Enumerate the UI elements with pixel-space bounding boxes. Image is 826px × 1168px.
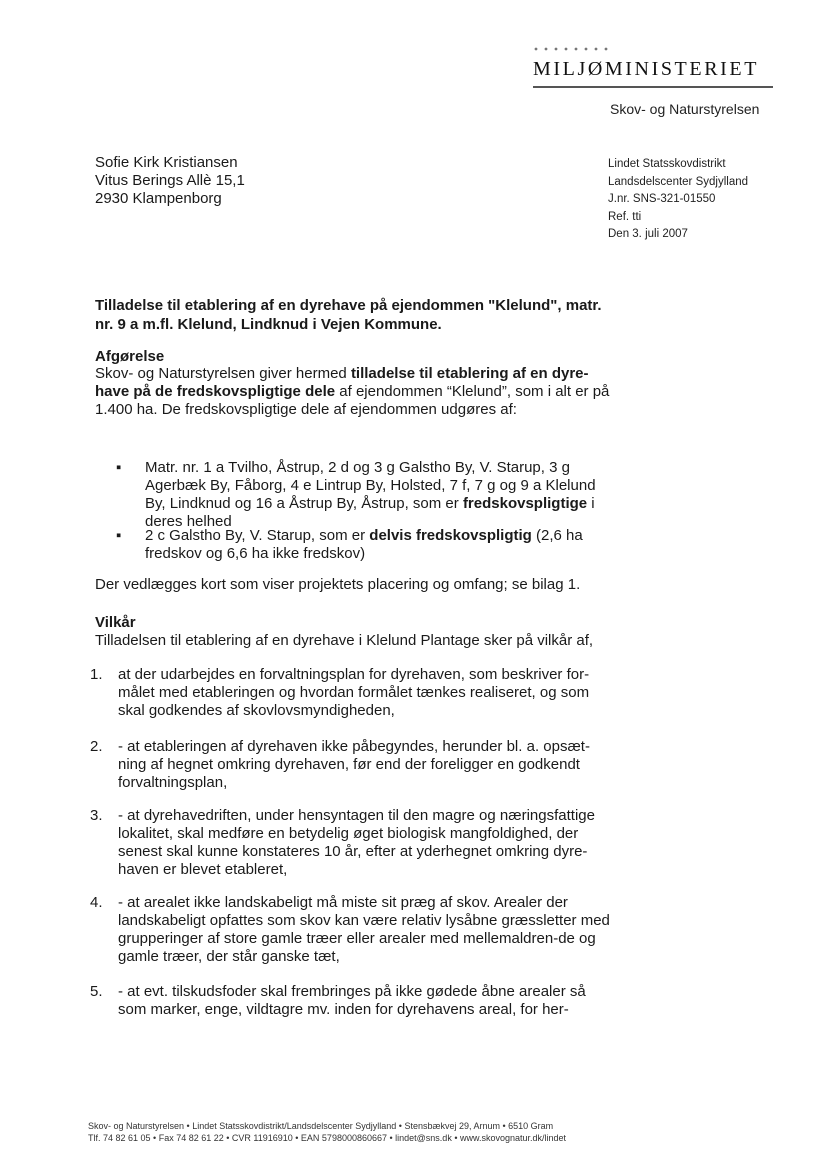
bullet-text: 2 c Galstho By, V. Starup, som er <box>145 527 370 544</box>
logo-dot-row <box>533 44 673 54</box>
condition-text: - at evt. tilskudsfoder skal frembringes på ikke gødede åbne arealer så som marker, enge, vildtagre mv. inden for dyrehavens areal, for her- <box>118 983 586 1018</box>
ministry-logo: MILJØMINISTERIET <box>533 58 760 80</box>
condition-text: at der udarbejdes en forvaltningsplan for dyrehaven, som beskriver for-målet med etableringen og hvordan formålet tænkes realiseret, og som skal godkendes af skovlovsmyndigheden, <box>118 666 590 719</box>
condition-number: 4. <box>90 894 103 911</box>
recipient-street: Vitus Berings Allè 15,1 <box>95 172 245 189</box>
condition-number: 1. <box>90 666 103 683</box>
recipient-name: Sofie Kirk Kristiansen <box>95 154 238 171</box>
bullet-bold: delvis fredskovspligtig <box>369 527 532 544</box>
conditions-intro: Tilladelsen til etablering af en dyrehave i Klelund Plantage sker på vilkår af, <box>95 632 594 649</box>
bullet-item <box>145 459 615 531</box>
section-heading-conditions: Vilkår <box>95 614 136 631</box>
decision-bold: tilladelse til etablering af en dyre-have på de fredskovspligtige dele <box>95 365 589 400</box>
condition-text: - at arealet ikke landskabeligt må miste sit præg af skov. Arealer der landskabeligt opfattes som skov kan være relativ lysåbne græssletter med grupperinger af store gamle træer eller arealer med mellemaldren-de og gamle træer, der står ganske tæt, <box>118 894 610 965</box>
sender-center: Landsdelscenter Sydjylland <box>608 175 749 188</box>
decision-paragraph <box>95 365 615 419</box>
condition-number: 5. <box>90 983 103 1000</box>
reference-block <box>608 156 748 244</box>
letter-title: Tilladelse til etablering af en dyrehave på ejendommen "Klelund", matr. nr. 9 a m.fl. Klelund, Lindknud i Vejen Kommune. <box>95 297 602 333</box>
recipient-city: 2930 Klampenborg <box>95 190 222 207</box>
bullet-bold: fredskovspligtige <box>462 495 588 512</box>
logo-rule <box>533 86 773 88</box>
bullet-marker: ▪ <box>116 527 122 544</box>
condition-number: 3. <box>90 807 103 824</box>
bullet-marker: ▪ <box>116 459 122 476</box>
bullet-item <box>145 527 615 563</box>
decision-text-cont: af ejendommen “Klelund”, som i alt er på 1.400 ha. De fredskovspligtige dele af ejendommen udgøres af: <box>95 383 610 418</box>
footer-address: Skov- og Naturstyrelsen • Lindet Statsskovdistrikt/Landsdelscenter Sydjylland • Stensbækvej 29, Arnum • 6510 Gram <box>88 1121 554 1131</box>
footer-contact: Tlf. 74 82 61 05 • Fax 74 82 61 22 • CVR 11916910 • EAN 5798000860667 • lindet@sns.dk • www.skovognatur.dk/lindet <box>88 1133 567 1143</box>
decision-text: Skov- og Naturstyrelsen giver hermed <box>95 365 351 382</box>
bullet-tail: i deres helhed <box>145 495 595 530</box>
condition-number: 2. <box>90 738 103 755</box>
letter-date: Den 3. juli 2007 <box>608 228 688 240</box>
map-attachment-note: Der vedlægges kort som viser projektets placering og omfang; se bilag 1. <box>95 576 581 593</box>
bullet-text: Matr. nr. 1 a Tvilho, Åstrup, 2 d og 3 g Galstho By, V. Starup, 3 g Agerbæk By, Fåborg, 4 e Lintrup By, Holsted, 7 f, 7 g og 9 a Klelund By, Lindknud og 16 a Åstrup By, Åstrup, som er <box>145 459 596 512</box>
condition-text: - at dyrehavedriften, under hensyntagen til den magre og næringsfattige lokalitet, skal medføre en betydelig øget biologisk mangfoldighed, der senest skal kunne konstateres 10 år, efter at yderhegnet omkring dyre-haven er blevet etableret, <box>118 807 595 878</box>
section-heading-decision: Afgørelse <box>95 348 165 365</box>
sender-district: Lindet Statsskovdistrikt <box>608 158 726 170</box>
bullet-tail: (2,6 ha fredskov og 6,6 ha ikke fredskov) <box>145 527 583 562</box>
condition-text: - at etableringen af dyrehaven ikke påbegyndes, herunder bl. a. opsæt-ning af hegnet omkring dyrehaven, før end der foreligger en godkendt forvaltningsplan, <box>118 738 590 791</box>
reference-initials: Ref. tti <box>608 210 642 223</box>
page-footer <box>88 1120 566 1144</box>
recipient-address <box>95 154 245 208</box>
journal-number: J.nr. SNS-321-01550 <box>608 193 716 205</box>
agency-name: Skov- og Naturstyrelsen <box>610 101 760 117</box>
